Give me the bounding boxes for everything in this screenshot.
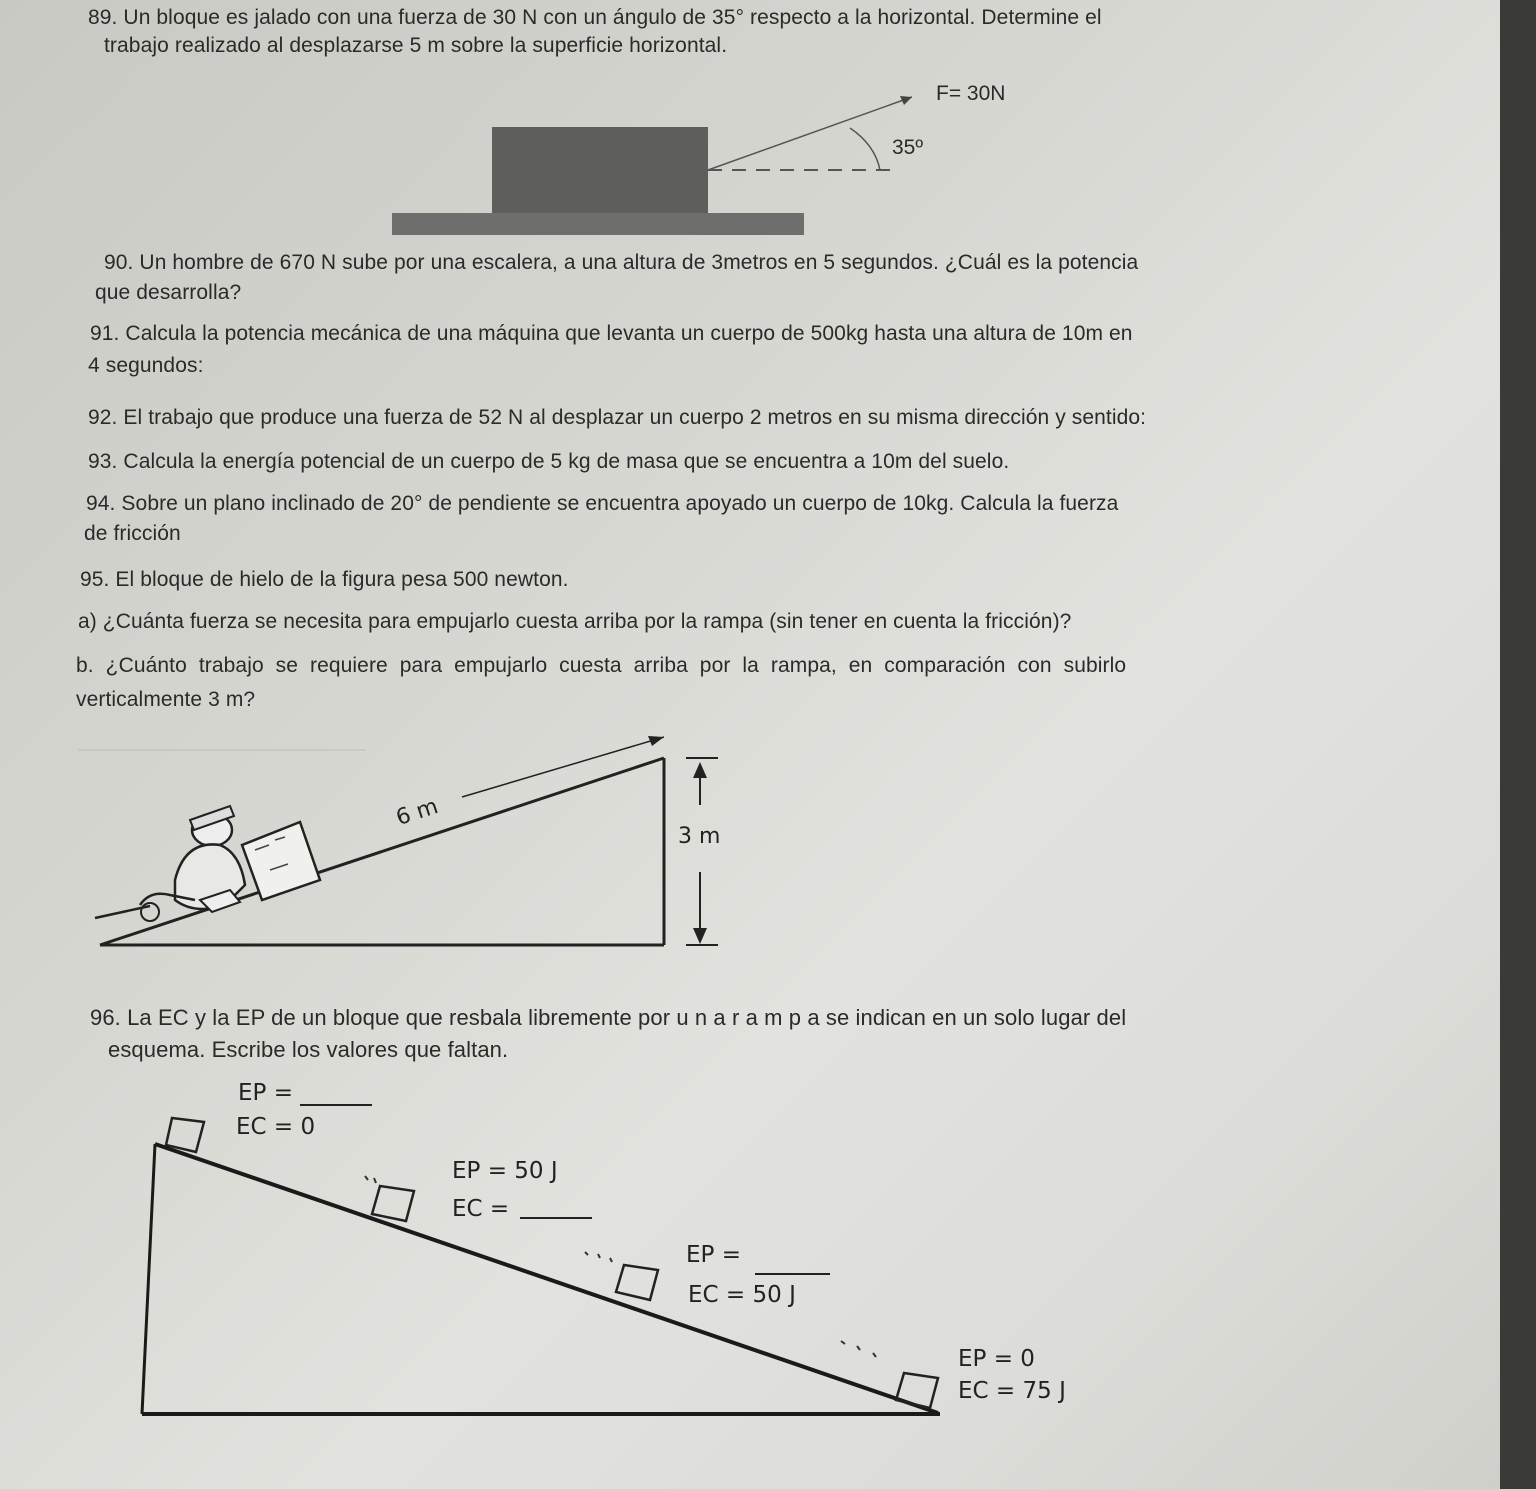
worker-figure bbox=[95, 806, 245, 921]
q91-text-line1: 91. Calcula la potencia mecánica de una máquina que levanta un cuerpo de 500kg hasta una altura de 10m en bbox=[90, 322, 1133, 345]
block bbox=[492, 127, 708, 213]
force-label: F= 30N bbox=[936, 82, 1006, 105]
q96-text-line1: 96. La EC y la EP de un bloque que resbala libremente por u n a r a m p a se indican en un solo lugar del bbox=[90, 1005, 1127, 1030]
q94-text-line1: 94. Sobre un plano inclinado de 20° de pendiente se encuentra apoyado un cuerpo de 10kg. Calcula la fuerza bbox=[86, 492, 1119, 515]
q95-ramp-figure bbox=[78, 736, 721, 945]
pos4-ec: EC = 75 J bbox=[958, 1378, 1066, 1404]
pos1-ep: EP = bbox=[238, 1080, 293, 1106]
height-arrowhead-bottom bbox=[693, 928, 707, 944]
q95-text-a: a) ¿Cuánta fuerza se necesita para empujarlo cuesta arriba por la rampa (sin tener en cuenta la fricción)? bbox=[78, 610, 1072, 633]
page-edge-shadow bbox=[1500, 0, 1536, 1489]
angle-arc bbox=[850, 128, 880, 170]
ramp-incline bbox=[100, 758, 664, 945]
q95-text-line1: 95. El bloque de hielo de la figura pesa 500 newton. bbox=[80, 568, 569, 591]
length-arrowhead bbox=[648, 736, 664, 746]
force-vector bbox=[708, 97, 912, 170]
q94-text-line2: de fricción bbox=[84, 522, 181, 545]
q89-text-line2: trabajo realizado al desplazarse 5 m sobre la superficie horizontal. bbox=[104, 34, 728, 57]
q89-text-line1: 89. Un bloque es jalado con una fuerza de 30 N con un ángulo de 35° respecto a la horizontal. Determine el bbox=[88, 6, 1102, 29]
q90-text-line2: que desarrolla? bbox=[95, 281, 242, 304]
pos1-ec: EC = 0 bbox=[236, 1114, 316, 1140]
q96-text-line2: esquema. Escribe los valores que faltan. bbox=[108, 1037, 509, 1062]
motion-marks bbox=[365, 1176, 876, 1357]
block-pos1 bbox=[166, 1118, 204, 1152]
ice-block bbox=[242, 822, 320, 900]
block-pos3 bbox=[616, 1265, 658, 1300]
height-arrowhead-top bbox=[693, 762, 707, 778]
pos2-ep: EP = 50 J bbox=[452, 1158, 558, 1184]
block-pos2 bbox=[372, 1186, 414, 1221]
q96-ramp-figure bbox=[142, 1105, 940, 1414]
q93-text: 93. Calcula la energía potencial de un cuerpo de 5 kg de masa que se encuentra a 10m del suelo. bbox=[88, 450, 1010, 473]
ramp-96-incline bbox=[155, 1144, 938, 1413]
ramp-length-label: 6 m bbox=[393, 794, 442, 831]
pos3-ep: EP = bbox=[686, 1242, 741, 1268]
pos3-ec: EC = 50 J bbox=[688, 1282, 796, 1308]
q89-figure bbox=[392, 96, 912, 235]
pos4-ep: EP = 0 bbox=[958, 1346, 1035, 1372]
q91-text-line2: 4 segundos: bbox=[88, 354, 204, 377]
angle-label: 35º bbox=[892, 136, 924, 159]
ramp-height-label: 3 m bbox=[678, 824, 721, 849]
q92-text: 92. El trabajo que produce una fuerza de 52 N al desplazar un cuerpo 2 metros en su misma dirección y sentido: bbox=[88, 406, 1147, 429]
pos2-ec: EC = bbox=[452, 1196, 510, 1222]
ramp-96-vertical bbox=[142, 1144, 155, 1414]
q95-text-b2: verticalmente 3 m? bbox=[76, 688, 256, 711]
ground-surface bbox=[392, 213, 804, 235]
q90-text-line1: 90. Un hombre de 670 N sube por una escalera, a una altura de 3metros en 5 segundos. ¿Cuál es la potencia bbox=[104, 251, 1139, 274]
block-pos4 bbox=[896, 1373, 938, 1408]
q95-text-b1: b. ¿Cuánto trabajo se requiere para empujarlo cuesta arriba por la rampa, en comparación con subirlo bbox=[76, 654, 1127, 677]
